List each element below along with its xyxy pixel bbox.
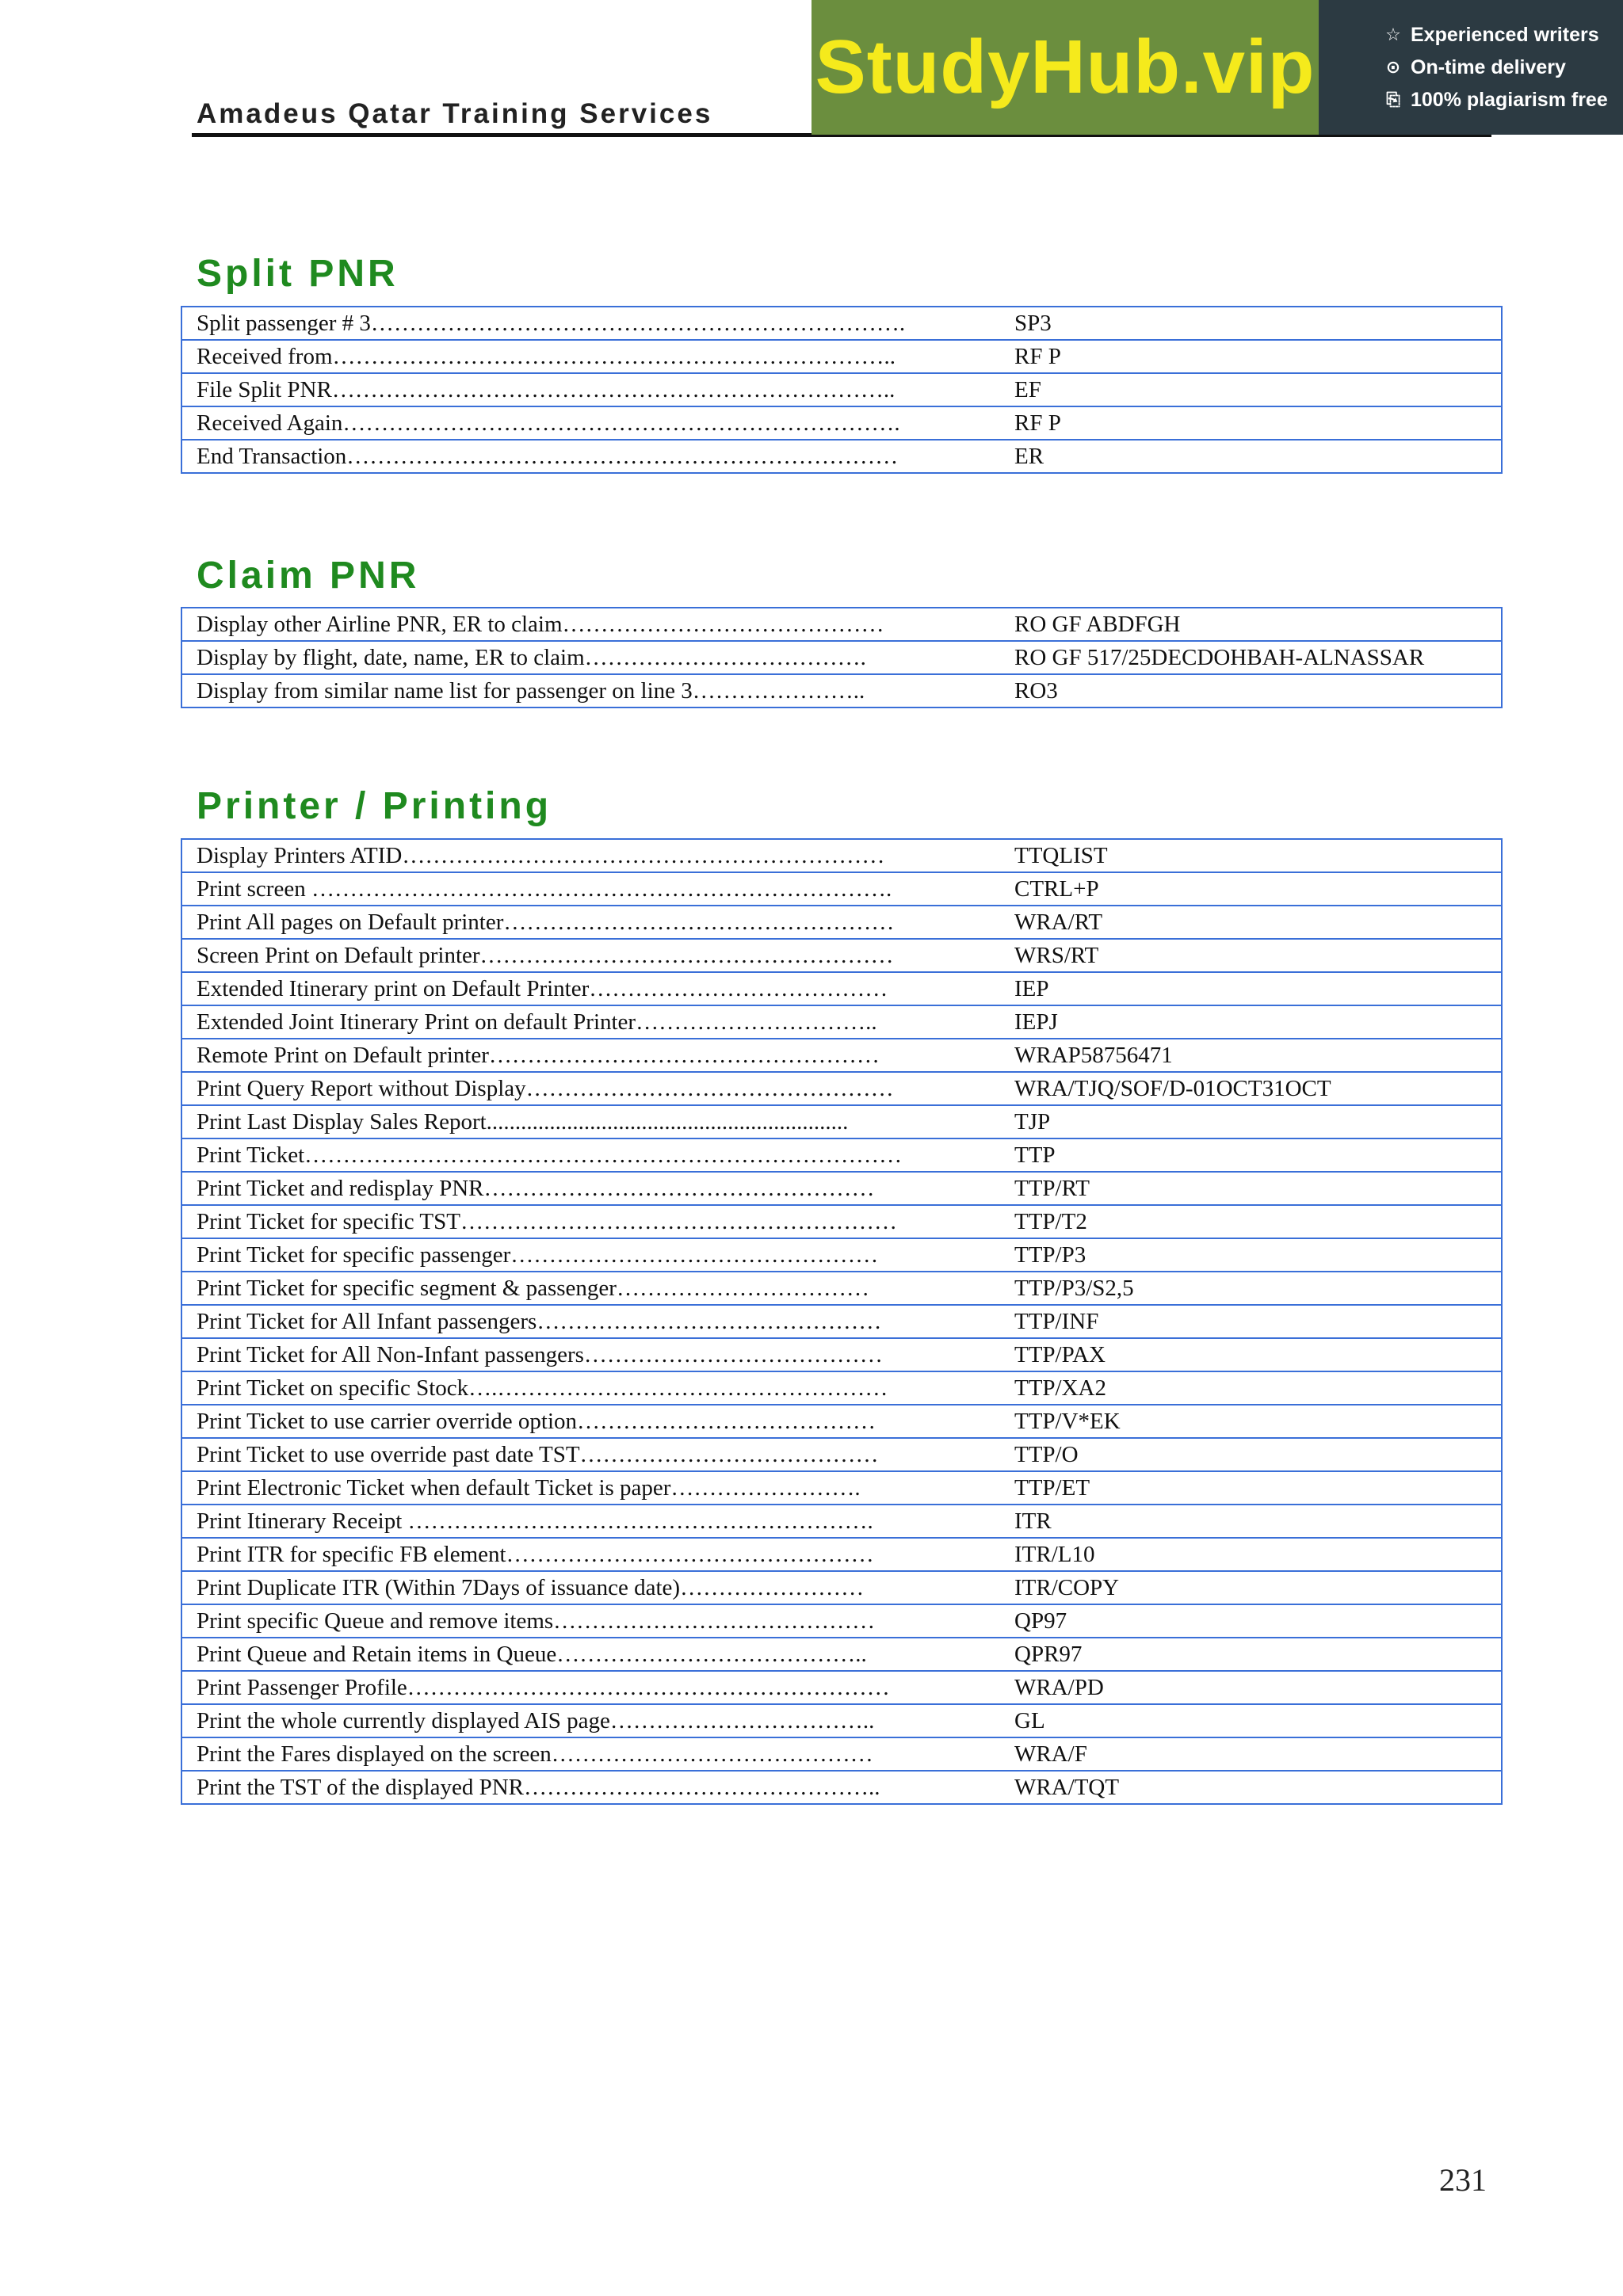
ad-features-panel [1319, 0, 1623, 135]
table-row [181, 1571, 1502, 1604]
section-title-split-pnr: Split PNR [197, 253, 399, 295]
table-row [181, 1305, 1502, 1338]
table-row [181, 340, 1502, 373]
command-entry: TTP/P3/S2,5 [999, 1272, 1502, 1305]
command-entry: WRA/TJQ/SOF/D-01OCT31OCT [999, 1072, 1502, 1105]
table-row [181, 1471, 1502, 1505]
command-entry: RO GF ABDFGH [999, 608, 1502, 641]
table-row [181, 1338, 1502, 1371]
table-row [181, 1005, 1502, 1039]
table-row [181, 1704, 1502, 1737]
ad-feature [1384, 89, 1623, 112]
star-icon: ☆ [1385, 25, 1401, 44]
table-row [181, 1238, 1502, 1272]
table-row [181, 307, 1502, 340]
command-entry: TTP/T2 [999, 1205, 1502, 1238]
table-row [181, 1405, 1502, 1438]
command-description: Print Ticket for specific TST………………………………………………… [181, 1205, 999, 1238]
table-row [181, 641, 1502, 674]
command-entry: SP3 [999, 307, 1502, 340]
command-entry: QPR97 [999, 1638, 1502, 1671]
table-row [181, 1138, 1502, 1172]
table-row [181, 1272, 1502, 1305]
command-entry: RF P [999, 406, 1502, 440]
ad-feature-text: 100% plagiarism free [1411, 88, 1608, 111]
clock-icon: ⊙ [1385, 57, 1401, 77]
command-description: Print the TST of the displayed PNR……………………………………….. [181, 1771, 999, 1804]
command-description: Print Last Display Sales Report............................................................... [181, 1105, 999, 1138]
command-description: Display by flight, date, name, ER to claim………………………………. [181, 641, 999, 674]
table-row [181, 872, 1502, 906]
command-entry: WRA/PD [999, 1671, 1502, 1704]
page-number: 231 [1439, 2162, 1487, 2198]
table-row [181, 1671, 1502, 1704]
table-row [181, 1172, 1502, 1205]
table-row [181, 1638, 1502, 1671]
command-entry: TTP/ET [999, 1471, 1502, 1505]
table-row [181, 939, 1502, 972]
command-entry: RO GF 517/25DECDOHBAH-ALNASSAR [999, 641, 1502, 674]
printing-table [181, 838, 1503, 1805]
table-row [181, 1371, 1502, 1405]
command-entry: IEPJ [999, 1005, 1502, 1039]
command-description: Print Ticket and redisplay PNR…………………………………………… [181, 1172, 999, 1205]
command-description: Received from……………………………………………………………….. [181, 340, 999, 373]
command-entry: GL [999, 1704, 1502, 1737]
section-title-printing: Printer / Printing [197, 785, 552, 827]
command-description: Print Passenger Profile……………………………………………………… [181, 1671, 999, 1704]
table-row [181, 1039, 1502, 1072]
command-entry: WRAP58756471 [999, 1039, 1502, 1072]
table-row [181, 674, 1502, 707]
command-entry: RO3 [999, 674, 1502, 707]
command-description: Print Ticket to use override past date TST………………………………… [181, 1438, 999, 1471]
command-description: End Transaction……………………………………………………………… [181, 440, 999, 473]
command-description: Extended Joint Itinerary Print on default Printer………………………….. [181, 1005, 999, 1039]
command-description: Received Again………………………………………………………………. [181, 406, 999, 440]
section-title-claim-pnr: Claim PNR [197, 555, 420, 597]
ad-banner[interactable] [812, 0, 1623, 135]
table-row [181, 1205, 1502, 1238]
document-icon: ⎘ [1386, 90, 1400, 109]
command-entry: TTQLIST [999, 839, 1502, 872]
ad-feature-text: Experienced writers [1411, 23, 1599, 46]
table-row [181, 406, 1502, 440]
table-row [181, 839, 1502, 872]
command-entry: ITR/COPY [999, 1571, 1502, 1604]
ad-feature [1384, 24, 1623, 47]
ad-brand-logo[interactable]: StudyHub.vip [815, 25, 1316, 109]
command-description: File Split PNR……………………………………………………………….. [181, 373, 999, 406]
command-description: Print Electronic Ticket when default Ticket is paper……………………. [181, 1471, 999, 1505]
command-entry: TTP/O [999, 1438, 1502, 1471]
table-row [181, 1771, 1502, 1804]
command-description: Display Printers ATID……………………………………………………… [181, 839, 999, 872]
table-row [181, 1737, 1502, 1771]
command-entry: TTP/INF [999, 1305, 1502, 1338]
command-entry: CTRL+P [999, 872, 1502, 906]
table-row [181, 1505, 1502, 1538]
command-description: Remote Print on Default printer…………………………………………… [181, 1039, 999, 1072]
command-description: Display other Airline PNR, ER to claim…………………………………… [181, 608, 999, 641]
command-description: Extended Itinerary print on Default Printer………………………………… [181, 972, 999, 1005]
table-row [181, 1604, 1502, 1638]
command-description: Print Ticket…………………………………………………………………… [181, 1138, 999, 1172]
table-row [181, 373, 1502, 406]
command-description: Print All pages on Default printer…………………………………………… [181, 906, 999, 939]
command-description: Print screen …………………………………………………………………. [181, 872, 999, 906]
command-description: Print the whole currently displayed AIS page…………………………….. [181, 1704, 999, 1737]
command-entry: ITR [999, 1505, 1502, 1538]
command-description: Print Ticket for specific passenger………………………………………… [181, 1238, 999, 1272]
table-row [181, 1105, 1502, 1138]
table-row [181, 972, 1502, 1005]
command-entry: ER [999, 440, 1502, 473]
command-entry: TTP/P3 [999, 1238, 1502, 1272]
split-pnr-table [181, 306, 1503, 474]
command-description: Print Itinerary Receipt ……………………………………………………. [181, 1505, 999, 1538]
command-description: Screen Print on Default printer……………………………………………… [181, 939, 999, 972]
command-description: Print the Fares displayed on the screen…………………………………… [181, 1737, 999, 1771]
command-entry: WRA/RT [999, 906, 1502, 939]
document-header-title: Amadeus Qatar Training Services [197, 98, 713, 129]
command-description: Print Ticket for All Non-Infant passengers………………………………… [181, 1338, 999, 1371]
ad-brand-panel[interactable] [812, 0, 1319, 135]
ad-feature [1384, 56, 1623, 79]
table-row [181, 1438, 1502, 1471]
command-entry: TTP/RT [999, 1172, 1502, 1205]
command-entry: WRA/F [999, 1737, 1502, 1771]
command-description: Print Duplicate ITR (Within 7Days of issuance date)…………………… [181, 1571, 999, 1604]
command-entry: QP97 [999, 1604, 1502, 1638]
claim-pnr-table [181, 607, 1503, 708]
command-entry: RF P [999, 340, 1502, 373]
table-row [181, 608, 1502, 641]
command-description: Print Ticket for specific segment & passenger…………………………… [181, 1272, 999, 1305]
command-entry: ITR/L10 [999, 1538, 1502, 1571]
command-entry: TTP/PAX [999, 1338, 1502, 1371]
table-row [181, 1072, 1502, 1105]
command-entry: IEP [999, 972, 1502, 1005]
command-description: Print ITR for specific FB element………………………………………… [181, 1538, 999, 1571]
command-entry: TTP/V*EK [999, 1405, 1502, 1438]
command-entry: TTP/XA2 [999, 1371, 1502, 1405]
table-row [181, 440, 1502, 473]
command-description: Print Query Report without Display………………………………………… [181, 1072, 999, 1105]
table-row [181, 1538, 1502, 1571]
command-description: Print specific Queue and remove items…………………………………… [181, 1604, 999, 1638]
command-description: Print Ticket to use carrier override option………………………………… [181, 1405, 999, 1438]
command-description: Print Queue and Retain items in Queue………………………………….. [181, 1638, 999, 1671]
command-description: Display from similar name list for passenger on line 3………………….. [181, 674, 999, 707]
table-row [181, 906, 1502, 939]
command-entry: TTP [999, 1138, 1502, 1172]
ad-feature-text: On-time delivery [1411, 55, 1566, 78]
command-description: Print Ticket on specific Stock….…………………………………………… [181, 1371, 999, 1405]
command-entry: EF [999, 373, 1502, 406]
command-description: Print Ticket for All Infant passengers……………………………………… [181, 1305, 999, 1338]
command-entry: WRS/RT [999, 939, 1502, 972]
command-description: Split passenger # 3……………………………………………………………. [181, 307, 999, 340]
command-entry: WRA/TQT [999, 1771, 1502, 1804]
command-entry: TJP [999, 1105, 1502, 1138]
